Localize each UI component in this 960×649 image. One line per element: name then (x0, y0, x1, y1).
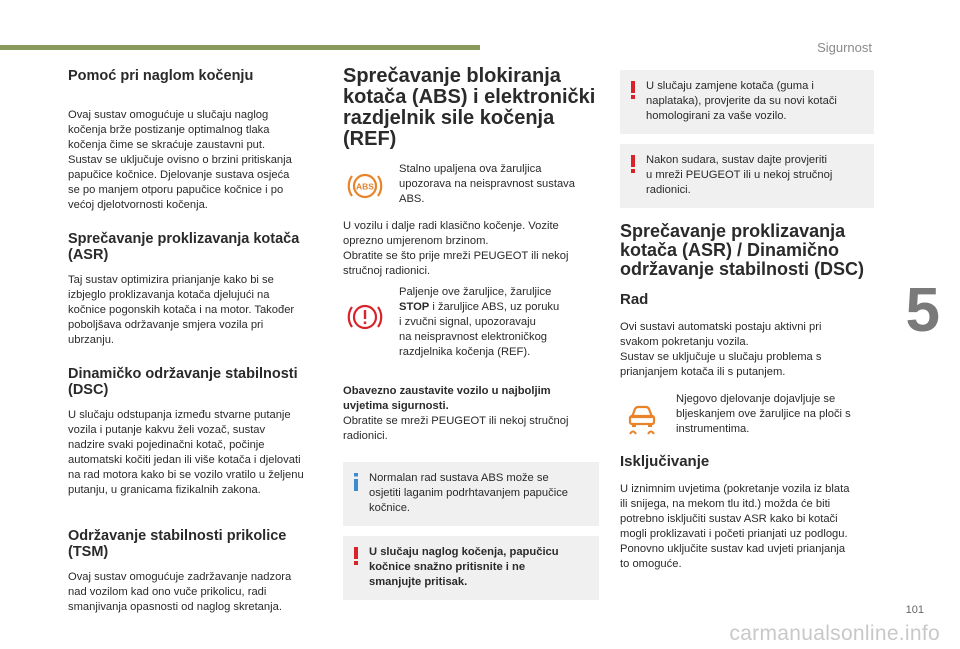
svg-text:ABS: ABS (356, 181, 374, 192)
warning-box-collision: Nakon sudara, sustav dajte provjeriti u mreži PEUGEOT ili u nekoj stručnoj radionici. (620, 144, 874, 208)
brake-warning-icon (343, 285, 387, 333)
section-title: Sigurnost (817, 40, 872, 55)
warning-exclamation-icon (352, 547, 360, 570)
watermark: carmanualsonline.info (729, 622, 940, 645)
ref-warning-row (343, 285, 599, 360)
warning-exclamation-icon (629, 81, 637, 104)
text-dsc: U slučaju odstupanja između stvarne putanje vozila i putanje kakvu želi vozač, sustav nadzire svaki pojedinačni kotač, počinje automatski kočiti jedan ili više kotača i djelovati na rad motora kako bi se vozilo vratilo u željenu putanju, u granicama fizikalnih zakona. (68, 409, 304, 496)
info-icon (352, 473, 360, 496)
column-right (620, 70, 874, 572)
column-left (68, 66, 326, 615)
subheading-operation: Rad (620, 291, 649, 308)
info-box-abs: Normalan rad sustava ABS može se osjetiti laganim podrhtavanjem papučice kočnice. (343, 462, 599, 526)
ref-warning-text: Paljenje ove žaruljice, žaruljice STOP i žaruljice ABS, uz poruku i zvučni signal, upozoravaju na neispravnost elektroničkog razdjelnika kočenja (REF). (399, 286, 560, 358)
chapter-number: 5 (905, 276, 940, 345)
warning-exclamation-icon (629, 155, 637, 178)
dsc-skid-icon (620, 392, 664, 436)
text-asr: Taj sustav optimizira prianjanje kako bi se izbjeglo proklizavanja kotača djelujući na kočnice pogonskih kotača i na motor. Također poboljšava održavanje smjera vozila pri ubrzanju. (68, 274, 295, 346)
column-middle (343, 66, 599, 610)
header-accent-bar (0, 45, 480, 50)
heading-asr-dsc: Sprečavanje proklizavanja kotača (ASR) / Dinamično održavanje stabilnosti (DSC) (620, 221, 865, 279)
operation-text: Ovi sustavi automatski postaju aktivni pri svakom pokretanju vozila. Sustav se uključuje u slučaju problema s prianjanjem kotača ili s putanjem. (620, 321, 822, 378)
text-brake-assist: Ovaj sustav omogućuje u slučaju naglog kočenja brže postizanje optimalnog tlaka kočenja čime se skraćuje zaustavni put. Sustav se uključuje ovisno o brzini pritiskanja papučice kočnice. Djelovanje sustava osjeća se po manjem otporu papučice kočnice i po većoj djelotvornosti kočenja. (68, 109, 292, 211)
text-tsm: Ovaj sustav omogućuje zadržavanje nadzora nad vozilom kad ono vuče prikolicu, radi smanjivanja opasnosti od naglog skretanja. (68, 571, 292, 613)
heading-asr: Sprečavanje proklizavanja kotača (ASR) (68, 231, 300, 263)
abs-warning-text: Stalno upaljena ova žaruljica upozorava na neispravnost sustava ABS. (399, 163, 576, 205)
warning-box-braking: U slučaju naglog kočenja, papučicu kočnice snažno pritisnite i ne smanjujte pritisak. (343, 536, 599, 600)
contact-network-text: Obratite se mreži PEUGEOT ili nekoj stručnoj radionici. (343, 415, 569, 442)
heading-abs-ref: Sprečavanje blokiranja kotača (ABS) i elektronički razdjelnik sile kočenja (REF) (343, 65, 596, 150)
warning-box-wheels: U slučaju zamjene kotača (guma i naplataka), provjerite da su novi kotači homologirani za vaše vozilo. (620, 70, 874, 134)
deactivation-text: U iznimnim uvjetima (pokretanje vozila iz blata ili snijega, na mekom tlu itd.) možda će biti potrebno isključiti sustav ASR kako bi kotači mogli proklizavati i početi prianjati uz podlogu. Ponovno uključite sustav kad uvjeti prianjanja to omoguće. (620, 483, 850, 570)
abs-advice-text: U vozilu i dalje radi klasično kočenje. Vozite oprezno umjerenom brzinom. Obratite se što prije mreži PEUGEOT ili nekoj stručnoj radionici. (343, 220, 569, 277)
heading-dsc: Dinamičko održavanje stabilnosti (DSC) (68, 366, 298, 398)
subheading-deactivation: Isključivanje (620, 453, 710, 470)
page-number: 101 (905, 604, 924, 616)
dsc-warning-text: Njegovo djelovanje dojavljuje se bljeskanjem ove žaruljice na ploči s instrumentima. (676, 393, 851, 435)
dsc-warning-row (620, 392, 874, 437)
stop-vehicle-text: Obavezno zaustavite vozilo u najboljim uvjetima sigurnosti. (343, 385, 551, 412)
abs-warning-icon (343, 162, 387, 202)
heading-brake-assist: Pomoć pri naglom kočenju (68, 68, 254, 84)
heading-tsm: Održavanje stabilnosti prikolice (TSM) (68, 528, 287, 560)
abs-warning-row (343, 162, 599, 207)
